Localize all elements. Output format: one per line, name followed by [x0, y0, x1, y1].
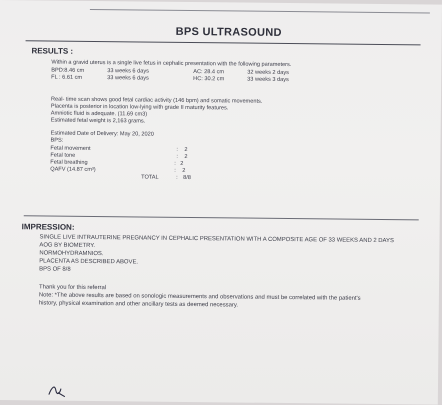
bps-item-label: Fetal breathing [50, 159, 88, 166]
param-hc-age: 33 weeks 3 days [247, 76, 289, 84]
param-ac-age: 32 weeks 2 days [247, 69, 289, 77]
param-bpd-age: 33 weeks 6 days [107, 68, 149, 75]
title-divider [26, 40, 421, 45]
bps-item-score: 2 [180, 160, 184, 167]
bps-item-score: 2 [184, 153, 188, 160]
note-line: Note: *The above results are based on sonologic measurements and observations and must be correlated with the patient's [38, 292, 361, 302]
bps-item-colon: : [174, 160, 176, 167]
bps-item-score: 2 [184, 146, 188, 153]
impression-line: PLACENTA AS DESCRIBED ABOVE. [39, 258, 139, 266]
impression-heading: IMPRESSION: [21, 222, 75, 232]
report-title: BPS ULTRASOUND [175, 25, 282, 39]
param-bpd-label: BPD:8.46 cm [51, 67, 85, 74]
bps-item-label: Fetal movement [50, 145, 91, 152]
bps-item-label: Fetal tone [50, 152, 76, 159]
finding-weight: Estimated fetal weight is 2,163 grams. [50, 117, 146, 125]
impression-divider [24, 215, 419, 220]
results-heading: RESULTS : [31, 46, 74, 56]
results-intro: Within a gravid uterus is a single live fetus in cephalic presentation with the following parameters. [51, 59, 292, 69]
top-rule [90, 9, 430, 14]
param-ac-label: AC: 28.4 cm [193, 69, 225, 76]
impression-line: NORMOHYDRAMNIOS. [39, 250, 104, 258]
finding-cardiac: Real- time scan shows good fetal cardiac activity (146 bpm) and somatic movements. [50, 96, 263, 105]
impression-line: SINGLE LIVE INTRAUTERINE PREGNANCY IN CEPHALIC PRESENTATION WITH A COMPOSITE AGE OF 33 WEEKS AND 2 DAYS [39, 234, 394, 245]
bps-total-colon: : [176, 174, 178, 181]
note-line: history, physical examination and other ancillary tests as deemed necessary. [38, 300, 239, 309]
thanks-line: Thank you for this referral [38, 284, 107, 292]
bps-item-score: 2 [182, 167, 186, 174]
signature-mark [46, 381, 68, 399]
finding-amniotic: Amniotic fluid is adequate. (11.69 cm3) [50, 110, 148, 118]
impression-line: BPS OF 8/8 [39, 266, 71, 273]
bps-item-colon: : [176, 146, 179, 153]
finding-placenta: Placenta is posterior in location low-lying with grade II maturity features. [50, 103, 229, 112]
bps-label: BPS: [50, 137, 64, 144]
bps-item-label: QAFV (14.87 cm³) [50, 166, 96, 174]
param-fl-label: FL : 6.61 cm [51, 74, 83, 81]
bps-item-colon: : [174, 167, 176, 174]
edd-line: Estimated Date of Delivery: May 20, 2020 [50, 130, 154, 138]
bps-item-colon: : [176, 153, 178, 160]
bps-total-value: 8/8 [183, 174, 191, 182]
bps-total-label: TOTAL [141, 174, 159, 181]
impression-line: AOG BY BIOMETRY. [39, 242, 96, 250]
param-hc-label: HC: 30.2 cm [193, 76, 225, 83]
param-fl-age: 33 weeks 6 days [107, 75, 149, 82]
